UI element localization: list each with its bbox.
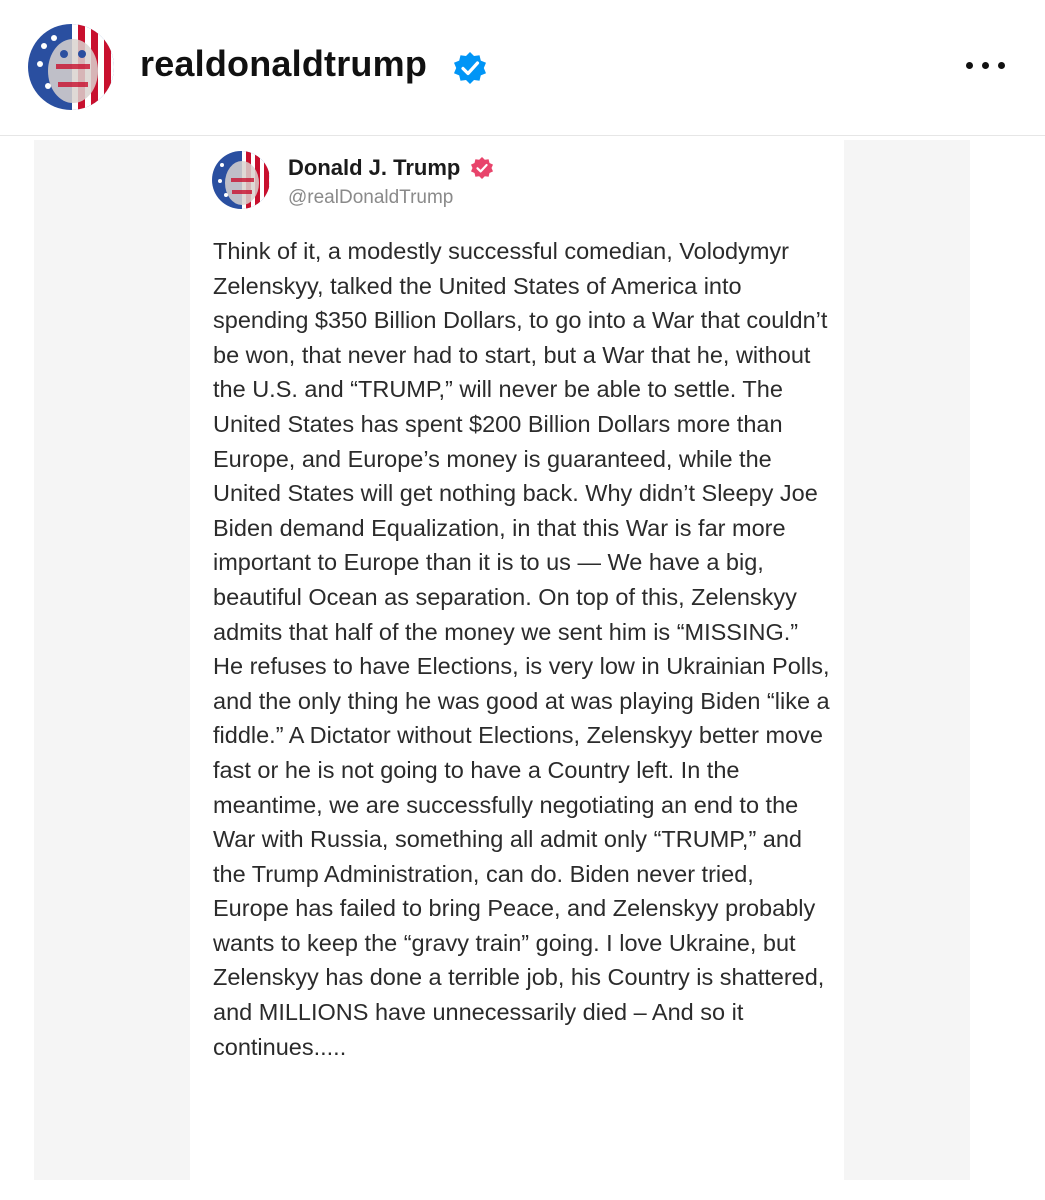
post-author-name[interactable]: Donald J. Trump: [288, 155, 461, 180]
post-header: [0, 0, 1045, 136]
post-body-text: Think of it, a modestly successful comedian, Volodymyr Zelenskyy, talked the United States of America into spending $350 Billion Dollars, to go into a War that couldn’t be won, that never had to start, but a War that he, without the U.S. and “TRUMP,” will never be able to settle. The United States has spent $200 Billion Dollars more than Europe, and Europe’s money is guaranteed, while the United States will get nothing back. Why didn’t Sleepy Joe Biden demand Equalization, in that this War is far more important to Europe than it is to us — We have a big, beautiful Ocean as separation. On top of this, Zelenskyy admits that half of the money we sent him is “MISSING.” He refuses to have Elections, is very low in Ukrainian Polls, and the only thing he was good at was playing Biden “like a fiddle.” A Dictator without Elections, Zelenskyy better move fast or he is not going to have a Country left. In the meantime, we are successfully negotiating an end to the War with Russia, something all admit only “TRUMP,” and the Trump Administration, can do. Biden never tried, Europe has failed to bring Peace, and Zelenskyy probably wants to keep the “gravy train” going. I love Ukraine, but Zelenskyy has done a terrible job, his Country is shattered, and MILLIONS have unnecessarily died – And so it continues.....: [213, 238, 830, 1060]
more-horizontal-icon: [966, 62, 973, 69]
truth-social-post: [190, 140, 844, 1180]
profile-avatar[interactable]: [28, 24, 114, 110]
profile-username[interactable]: realdonaldtrump: [140, 43, 428, 84]
flag-portrait-icon: [212, 151, 270, 209]
flag-portrait-icon: [28, 24, 114, 110]
post-author-handle[interactable]: @realDonaldTrump: [288, 187, 454, 208]
more-options-button[interactable]: [956, 45, 1016, 85]
verified-badge-icon: [470, 156, 494, 180]
post-author-avatar[interactable]: [212, 151, 270, 209]
verified-badge-icon: [452, 50, 488, 86]
